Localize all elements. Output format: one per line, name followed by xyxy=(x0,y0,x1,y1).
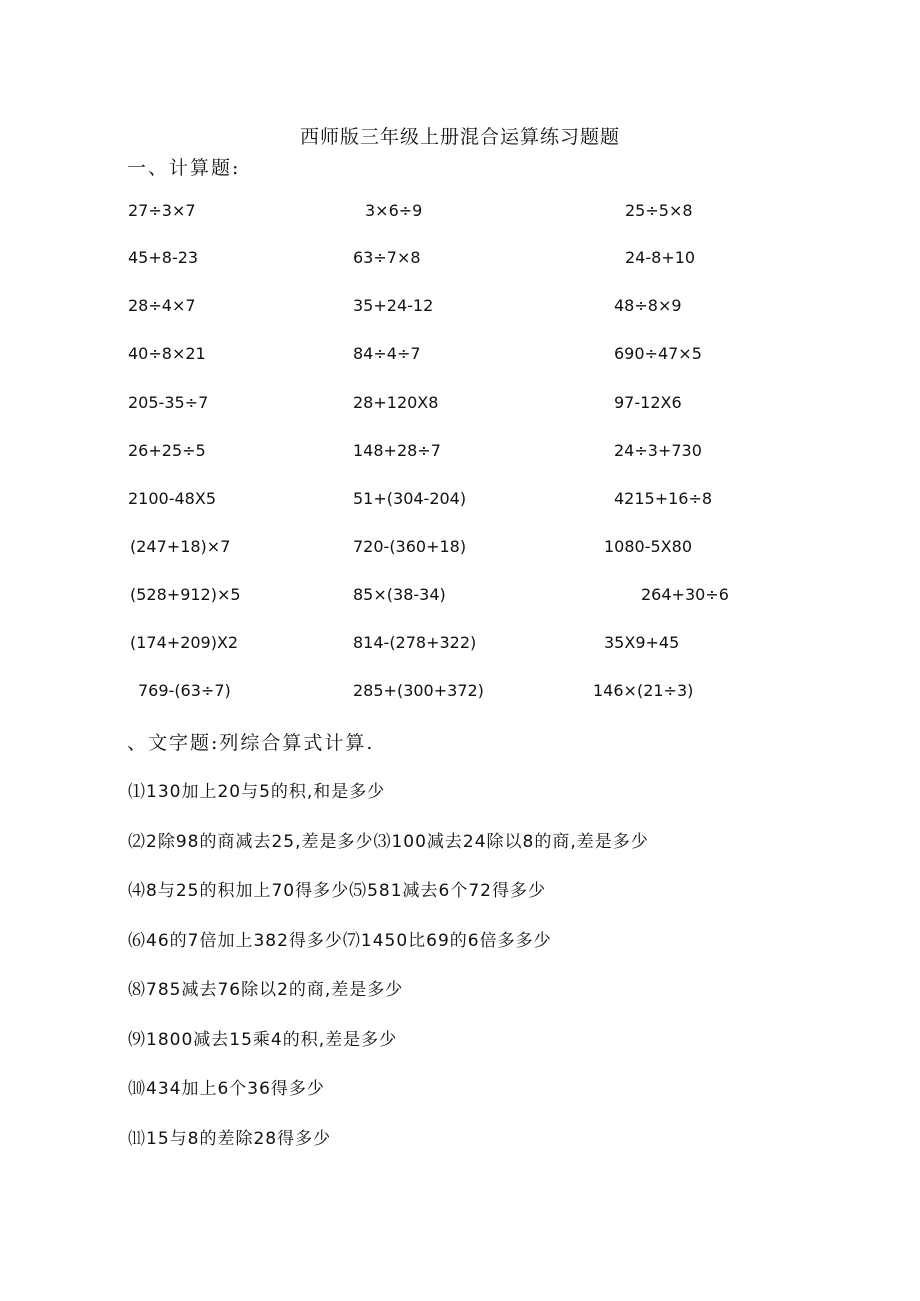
problem-cell: 40÷8×21 xyxy=(128,344,206,363)
problem-cell: 264+30÷6 xyxy=(641,585,729,604)
word-problem-line: ⑼1800减去15乘4的积,差是多少 xyxy=(128,1030,398,1050)
section-calculation-heading: 一、计算题: xyxy=(127,157,241,179)
problem-cell: 51+(304-204) xyxy=(353,489,467,508)
word-problem-line: ⑻785减去76除以2的商,差是多少 xyxy=(128,980,404,1000)
problem-cell: 45+8-23 xyxy=(128,248,199,267)
word-problem-line: ⑷8与25的积加上70得多少⑸581减去6个72得多少 xyxy=(128,881,546,901)
problem-cell: (174+209)X2 xyxy=(130,633,239,652)
problem-cell: 35X9+45 xyxy=(604,633,680,652)
problem-cell: 146×(21÷3) xyxy=(593,681,694,700)
problem-cell: 84÷4÷7 xyxy=(353,344,421,363)
word-problem-line: ⑵2除98的商减去25,差是多少⑶100减去24除以8的商,差是多少 xyxy=(128,832,649,852)
problem-cell: 35+24-12 xyxy=(353,296,434,315)
word-problem-line: ⑴130加上20与5的积,和是多少 xyxy=(128,782,386,802)
section-word-problems-heading: 、文字题:列综合算式计算. xyxy=(127,732,375,754)
problem-cell: 148+28÷7 xyxy=(353,441,441,460)
problem-cell: 720-(360+18) xyxy=(353,537,467,556)
problem-cell: 26+25÷5 xyxy=(128,441,206,460)
problem-cell: 27÷3×7 xyxy=(128,201,196,220)
problem-cell: 205-35÷7 xyxy=(128,393,209,412)
problem-cell: 63÷7×8 xyxy=(353,248,421,267)
word-problem-line: ⑹46的7倍加上382得多少⑺1450比69的6倍多多少 xyxy=(128,931,552,951)
word-problem-line: ⑾15与8的差除28得多少 xyxy=(128,1129,332,1149)
problem-cell: 4215+16÷8 xyxy=(614,489,713,508)
problem-cell: (528+912)×5 xyxy=(130,585,241,604)
problem-cell: 28÷4×7 xyxy=(128,296,196,315)
problem-cell: 1080-5X80 xyxy=(604,537,692,556)
problem-cell: 2100-48X5 xyxy=(128,489,216,508)
problem-cell: 690÷47×5 xyxy=(614,344,702,363)
problem-cell: 285+(300+372) xyxy=(353,681,484,700)
problem-cell: 28+120X8 xyxy=(353,393,439,412)
problem-cell: 3×6÷9 xyxy=(365,201,423,220)
problem-cell: 24÷3+730 xyxy=(614,441,702,460)
problem-cell: 769-(63÷7) xyxy=(138,681,231,700)
problem-cell: 24-8+10 xyxy=(625,248,696,267)
page-title: 西师版三年级上册混合运算练习题题 xyxy=(299,126,620,148)
problem-cell: 85×(38-34) xyxy=(353,585,446,604)
problem-cell: 48÷8×9 xyxy=(614,296,682,315)
word-problem-line: ⑽434加上6个36得多少 xyxy=(128,1079,325,1099)
problem-cell: (247+18)×7 xyxy=(130,537,231,556)
problem-cell: 25÷5×8 xyxy=(625,201,693,220)
problem-cell: 97-12X6 xyxy=(614,393,682,412)
problem-cell: 814-(278+322) xyxy=(353,633,477,652)
